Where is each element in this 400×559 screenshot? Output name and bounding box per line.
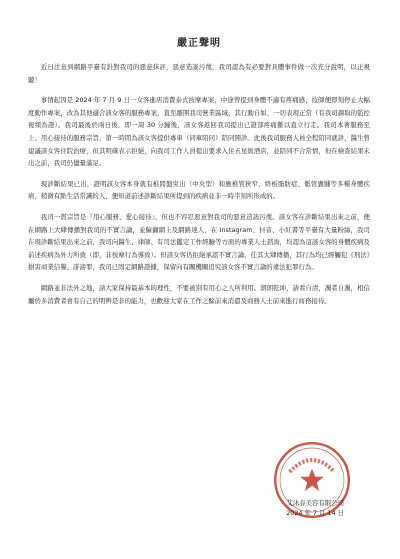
document-title: 嚴正聲明 xyxy=(177,38,221,49)
paragraph-closing: 網路並非法外之地，請大家保持最基本的理性，不要被別有用心之人所利用。朗朗乾坤，請看自清，濁者自濁，相信屬於多消費者會有自己的明辨是非的能力，也歡迎大家在工作之餘前來消遣及商務人士前來進行商務接待。 xyxy=(28,283,370,305)
paragraph-incident: 事情起因是 2024 年 7 月 9 日一女客進店消費泰式按摩專案，中途曾提到身體不適有疼痛感，技師便即刻停止大幅度動作專案，改為其他適合該女客的服務專案，直至離開我司營業區域，其行動自如、一切表現正常（有我司調取的監控視頻為證）。我司最後於兩日後，即一周 30 分鐘後，該女客返回我司提出已證部疼痛難以直立行走。我司本著服務至上、用心接待的服務宗旨，第一時間為該女客提供專車（同車陪同）陪同開診。此後我司服務人員全程陪同就診，醫生曾建議該女客住院治療，但其明確表示拒絕，向我司工作人員提出要求入住五星級酒店，並陪同不合常情，但在檢查結果未出之前，我司仍儘量滿足。 xyxy=(28,96,370,168)
signature-date: 2024 年 7 月 14 日 xyxy=(286,509,344,517)
paragraph-intro: 近日注意到網路平臺有針對我司的惡意抹評，惡意造謠污蔑，我司認為有必要對具體事件做一次充分說明，以正視聽！ xyxy=(28,63,370,84)
signature-block xyxy=(286,498,344,518)
paragraph-diagnosis: 現診斷結果已出，證明該女客本身就有椎間盤突出（中央型）和應椎管狹窄、終板脂肪症、骶管囊腫等多種身體疾病，稍微有點生活常識的人，便知道前述診斷結果所提到的疾病並非一時半刻所形成的。 xyxy=(28,179,370,201)
signature-company: 艾沐春美容有限公司 xyxy=(286,499,344,507)
paragraph-legal: 我司一貫宗旨是『用心服務、愛心接待』，但也不容忍惡意對我司的惡意造謠污蔑。該女客在診斷結果出來之前，便在網路上大肆傳播對我司的不實言論，並僱傭網上及網路達人，在 Instagram、抖音、小紅書等平臺有大量粉絲，我司在現診斷結果出來之前，我司向醫生、律師、有司法鑑定工作經驗等方面的專業人士諮詢，均認為這該女客的身體疾病及前述疾病為外力所致（即，非按摩行為導致）。但該女客仍拒絕承認不實言論，任其大肆傳播，其行為均已經觸犯《刑法》損害商業信譽、誹謗罪，我司已固定網路證據，保留向有關機關追究該女客不實言論的違法犯罪行為。 xyxy=(28,212,370,272)
